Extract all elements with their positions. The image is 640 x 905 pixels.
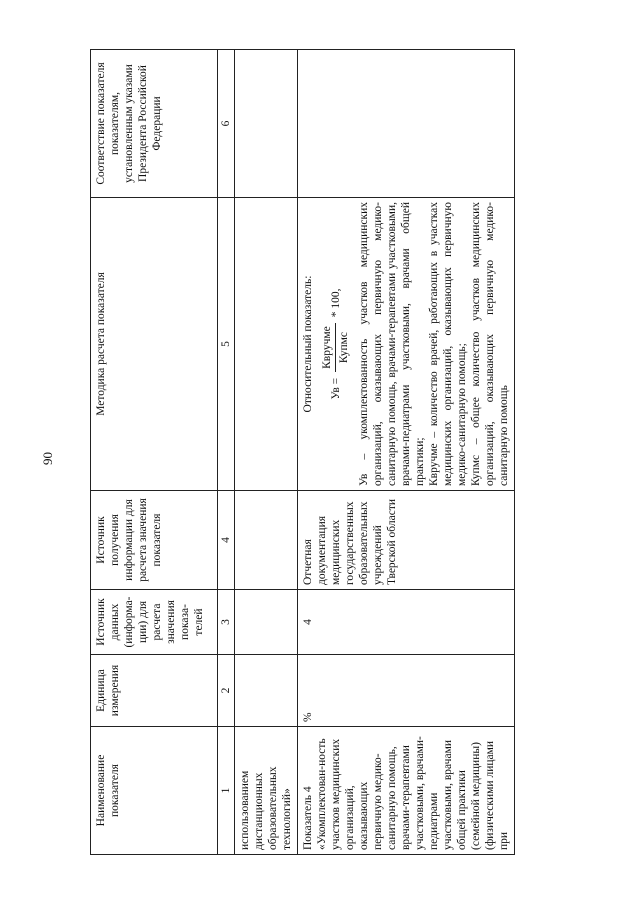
formula-fraction: [320, 323, 351, 372]
formula: [320, 202, 351, 486]
rotated-table-container: [90, 50, 620, 855]
column-number: 5: [218, 198, 235, 491]
definition-uv: Ув – укомплектованность участков медицинских организаций, оказывающих первичную медико-санитарную помощь, врачами-терапевтами участковыми, врачами-педиатрами участковыми, врачами общей практики;: [358, 202, 427, 486]
column-number: 6: [218, 50, 235, 198]
indicator-unit: [235, 655, 298, 727]
definition-kv: Квручме – количество врачей, работающих в участках медицинских организаций, оказывающих первичную медико-санитарную помощь;: [428, 202, 469, 486]
header-info-source: Источник получения информации для расчета значения показателя: [91, 491, 218, 590]
formula-multiplier: * 100,: [329, 288, 342, 318]
indicator-data-source: [235, 590, 298, 655]
indicator-compliance: [235, 50, 298, 198]
formula-numerator: Квручме: [320, 323, 336, 372]
indicator-info-source: Отчетная документация медицинских государственных образовательных учреждений Тверской области: [298, 491, 515, 590]
indicator-table: [90, 49, 515, 855]
formula-denominator: Купмс: [338, 332, 351, 364]
header-compliance: Соответствие показателя показателям, установленным указами Президента Российской Федерации: [91, 50, 218, 198]
indicator-data-source: 4: [298, 590, 515, 655]
page-number: 90: [40, 452, 55, 465]
indicator-name: использованием дистанционных образовательных технологий»: [235, 727, 298, 855]
header-row: [91, 50, 218, 855]
column-number: 1: [218, 727, 235, 855]
indicator-info-source: [235, 491, 298, 590]
column-number: 3: [218, 590, 235, 655]
header-unit: Единица измерения: [91, 655, 218, 727]
indicator-method: [298, 198, 515, 491]
indicator-compliance: [298, 50, 515, 198]
header-data-source: Источник данных (информа-ции) для расчета значения показа-телей: [91, 590, 218, 655]
header-name: Наименование показателя: [91, 727, 218, 855]
column-number: 4: [218, 491, 235, 590]
indicator-method: [235, 198, 298, 491]
method-intro: Относительный показатель:: [302, 275, 315, 413]
column-number: 2: [218, 655, 235, 727]
indicator-name: Показатель 4 «Укомплектован-ность участков медицинских организаций, оказывающих первичную медико-санитарную помощь, врачами-терапевтами участковыми, врачами-педиатрами участковыми, врачами общей практики (семейной медицины) (физическими лицами при: [298, 727, 515, 855]
formula-lhs: Ув =: [329, 377, 342, 400]
header-method: Методика расчета показателя: [91, 198, 218, 491]
table-row: [235, 50, 298, 855]
table-row: [298, 50, 515, 855]
definition-ku: Купмс – общее количество участков медицинских организаций, оказывающих первичную медико-санитарную помощь: [470, 202, 511, 486]
column-number-row: [218, 50, 235, 855]
indicator-unit: %: [298, 655, 515, 727]
